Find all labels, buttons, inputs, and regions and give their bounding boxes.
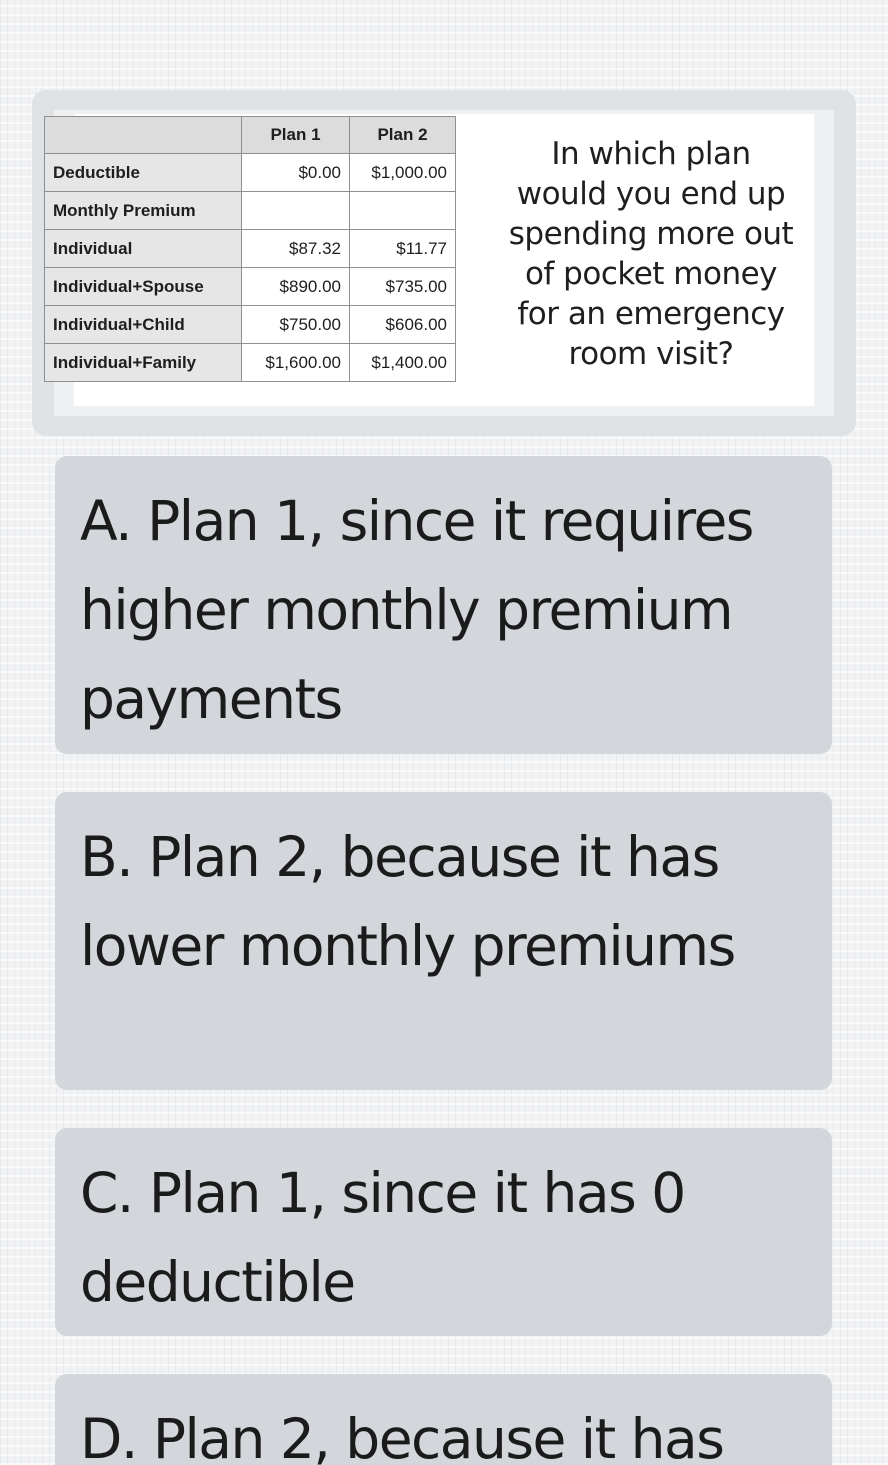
cell-plan-2: [350, 192, 456, 230]
table-header-plan-1: Plan 1: [242, 117, 350, 154]
option-letter: A.: [80, 489, 132, 553]
table-header-row: [45, 117, 456, 154]
cell-plan-2: $11.77: [350, 230, 456, 268]
row-label-deductible: Deductible: [45, 154, 242, 192]
table-row: [45, 268, 456, 306]
row-label-monthly-premium: Monthly Premium: [45, 192, 242, 230]
question-text: In which plan would you end up spending more out of pocket money for an emergency room visit?: [508, 136, 794, 372]
option-letter: D.: [80, 1407, 137, 1465]
cell-plan-1: [242, 192, 350, 230]
option-text: Plan 1, since it has 0 deductible: [80, 1161, 685, 1314]
option-text: Plan 2, because it has: [152, 1407, 724, 1465]
cell-plan-2: $735.00: [350, 268, 456, 306]
answer-option-d[interactable]: [55, 1374, 832, 1465]
table-header-plan-2: Plan 2: [350, 117, 456, 154]
option-text: Plan 2, because it has lower monthly premiums: [80, 825, 735, 978]
table-row: [45, 154, 456, 192]
table-row: [45, 230, 456, 268]
table-header-empty: [45, 117, 242, 154]
cell-plan-1: $1,600.00: [242, 344, 350, 382]
table-row: [45, 306, 456, 344]
option-letter: C.: [80, 1161, 133, 1225]
row-label-individual: Individual: [45, 230, 242, 268]
row-label-individual-child: Individual+Child: [45, 306, 242, 344]
cell-plan-2: $1,000.00: [350, 154, 456, 192]
answer-option-c[interactable]: [55, 1128, 832, 1336]
cell-plan-1: $750.00: [242, 306, 350, 344]
cell-plan-2: $606.00: [350, 306, 456, 344]
table-row: [45, 344, 456, 382]
answer-option-b[interactable]: [55, 792, 832, 1090]
option-text: Plan 1, since it requires higher monthly premium payments: [80, 489, 753, 731]
row-label-individual-family: Individual+Family: [45, 344, 242, 382]
cell-plan-1: $890.00: [242, 268, 350, 306]
option-letter: B.: [80, 825, 133, 889]
cell-plan-1: $0.00: [242, 154, 350, 192]
plan-comparison-table: [44, 116, 456, 382]
cell-plan-2: $1,400.00: [350, 344, 456, 382]
cell-plan-1: $87.32: [242, 230, 350, 268]
row-label-individual-spouse: Individual+Spouse: [45, 268, 242, 306]
answer-option-a[interactable]: [55, 456, 832, 754]
table-row: [45, 192, 456, 230]
